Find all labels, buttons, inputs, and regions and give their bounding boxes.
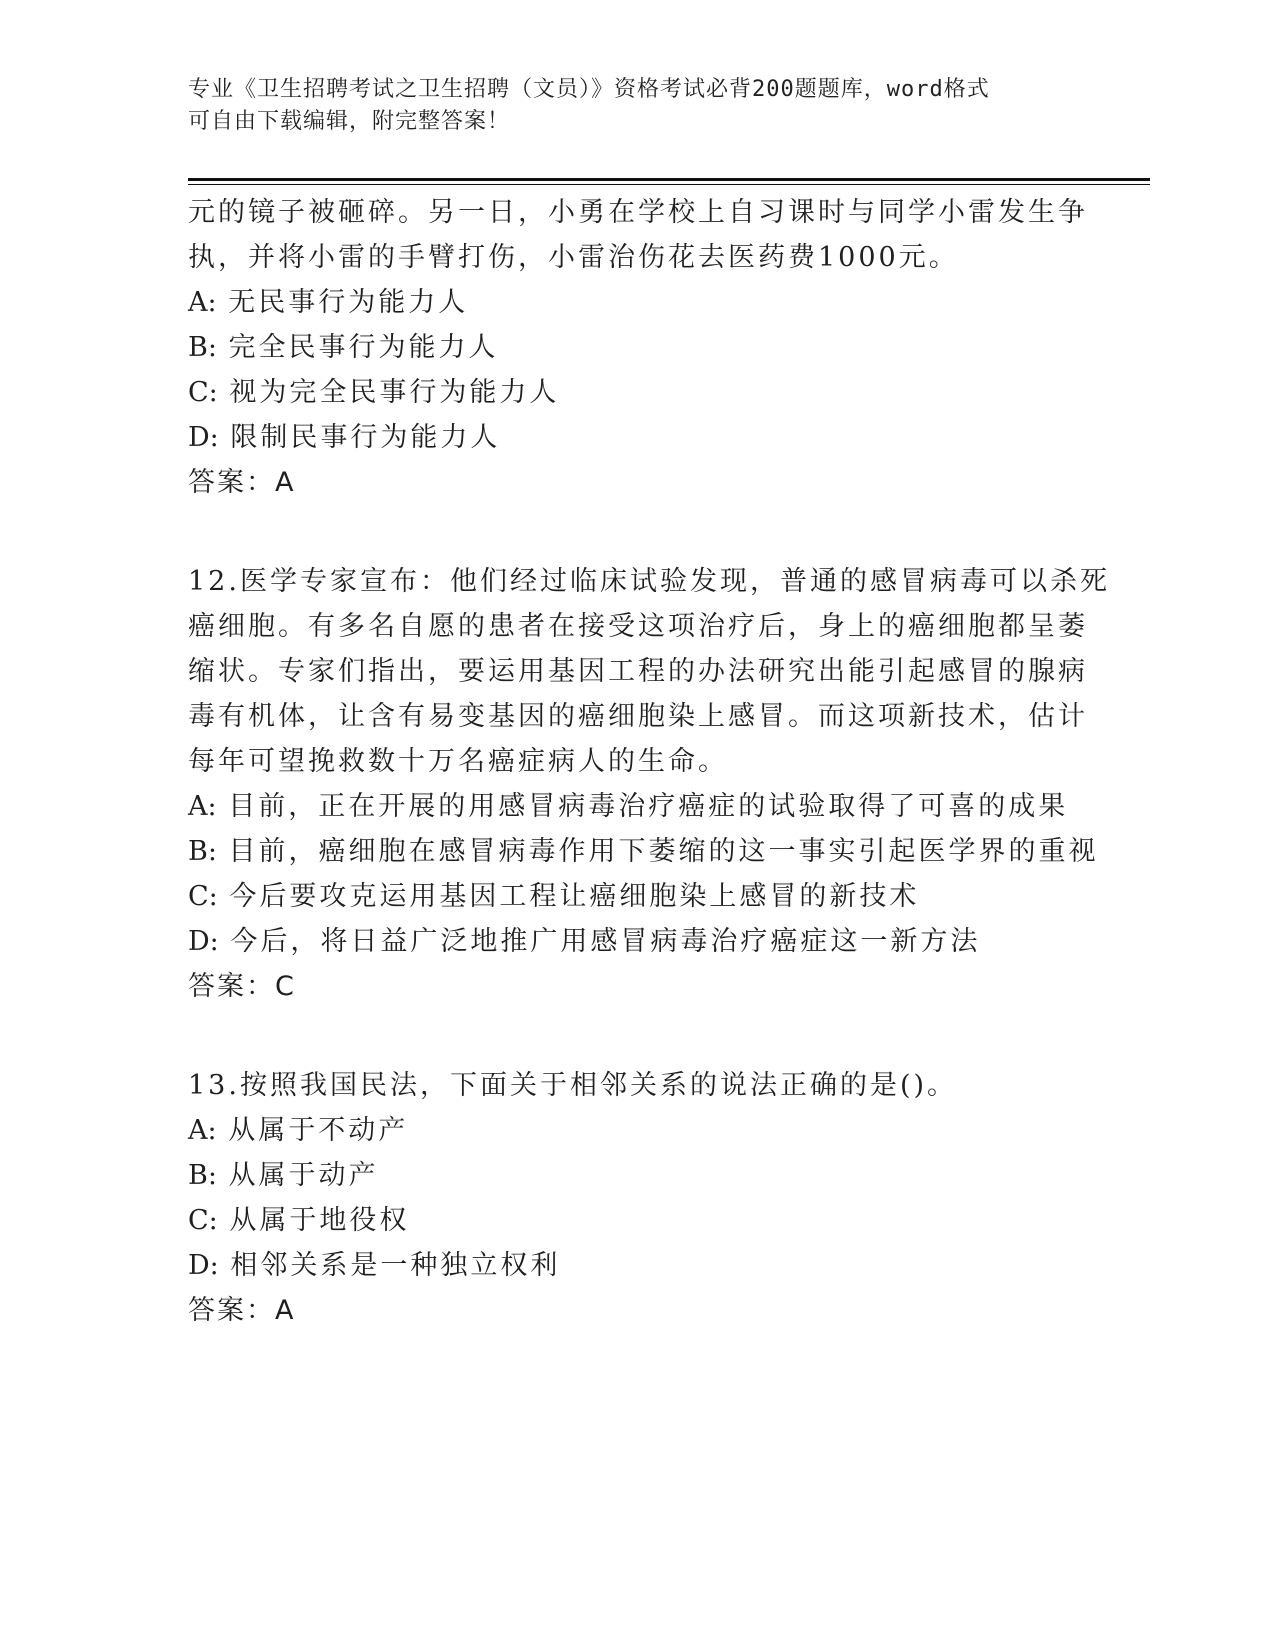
option-letter: B: [188, 1160, 217, 1191]
option-d [188, 919, 1088, 964]
option-text: 目前，癌细胞在感冒病毒作用下萎缩的这一事实引起医学界的重视 [228, 836, 1099, 867]
option-a [188, 1108, 1088, 1153]
option-text: 从属于不动产 [228, 1115, 409, 1146]
question-12 [188, 559, 1110, 1009]
document-header [188, 74, 1088, 138]
question-content [188, 190, 1110, 1333]
option-d [188, 1243, 1088, 1288]
question-11 [188, 190, 1088, 505]
option-text: 相邻关系是一种独立权利 [230, 1250, 561, 1281]
option-text: 完全民事行为能力人 [228, 332, 499, 363]
question-stem-line: 癌细胞。有多名自愿的患者在接受这项治疗后，身上的癌细胞都呈萎 [188, 611, 1088, 642]
option-d [188, 415, 1088, 460]
option-letter: D: [188, 926, 219, 957]
option-letter: A: [188, 287, 217, 318]
option-letter: A: [188, 791, 217, 822]
question-stem-line: 毒有机体，让含有易变基因的癌细胞染上感冒。而这项新技术，估计 [188, 701, 1088, 732]
option-a [188, 280, 1088, 325]
answer-line: 答案：A [188, 467, 296, 498]
option-a [188, 784, 1088, 829]
option-b [188, 829, 1099, 874]
option-text: 今后，将日益广泛地推广用感冒病毒治疗癌症这一新方法 [230, 926, 981, 957]
question-stem-line: 执，并将小雷的手臂打伤，小雷治伤花去医药费1000元。 [188, 242, 959, 273]
option-c [188, 1198, 1088, 1243]
question-stem-line: 13.按照我国民法，下面关于相邻关系的说法正确的是()。 [188, 1070, 958, 1101]
question-stem-line: 元的镜子被砸碎。另一日，小勇在学校上自习课时与同学小雷发生争 [188, 197, 1088, 228]
question-stem-line: 每年可望挽救数十万名癌症病人的生命。 [188, 746, 728, 777]
question-spacer [188, 1009, 1088, 1063]
option-text: 目前，正在开展的用感冒病毒治疗癌症的试验取得了可喜的成果 [228, 791, 1069, 822]
option-b [188, 325, 1088, 370]
header-line-1: 专业《卫生招聘考试之卫生招聘（文员）》资格考试必背200题题库，word格式 [188, 77, 990, 102]
option-text: 今后要攻克运用基因工程让癌细胞染上感冒的新技术 [229, 881, 920, 912]
header-line-2: 可自由下载编辑，附完整答案！ [188, 109, 511, 134]
option-letter: D: [188, 422, 219, 453]
option-text: 限制民事行为能力人 [230, 422, 501, 453]
question-spacer [188, 505, 1088, 559]
option-letter: B: [188, 332, 217, 363]
header-divider-thin [188, 184, 1150, 185]
option-letter: D: [188, 1250, 219, 1281]
answer-line: 答案：C [188, 971, 296, 1002]
option-letter: C: [188, 377, 218, 408]
option-letter: A: [188, 1115, 217, 1146]
question-stem-line: 缩状。专家们指出，要运用基因工程的办法研究出能引起感冒的腺病 [188, 656, 1088, 687]
option-c [188, 874, 1088, 919]
option-text: 从属于动产 [228, 1160, 379, 1191]
option-letter: C: [188, 1205, 218, 1236]
option-b [188, 1153, 1088, 1198]
option-text: 视为完全民事行为能力人 [229, 377, 560, 408]
question-13 [188, 1063, 1088, 1333]
option-letter: B: [188, 836, 217, 867]
header-divider-thick [188, 178, 1150, 181]
question-stem-line: 12.医学专家宣布：他们经过临床试验发现，普通的感冒病毒可以杀死 [188, 566, 1110, 597]
option-text: 无民事行为能力人 [228, 287, 469, 318]
option-text: 从属于地役权 [229, 1205, 410, 1236]
option-letter: C: [188, 881, 218, 912]
option-c [188, 370, 1088, 415]
answer-line: 答案：A [188, 1295, 296, 1326]
